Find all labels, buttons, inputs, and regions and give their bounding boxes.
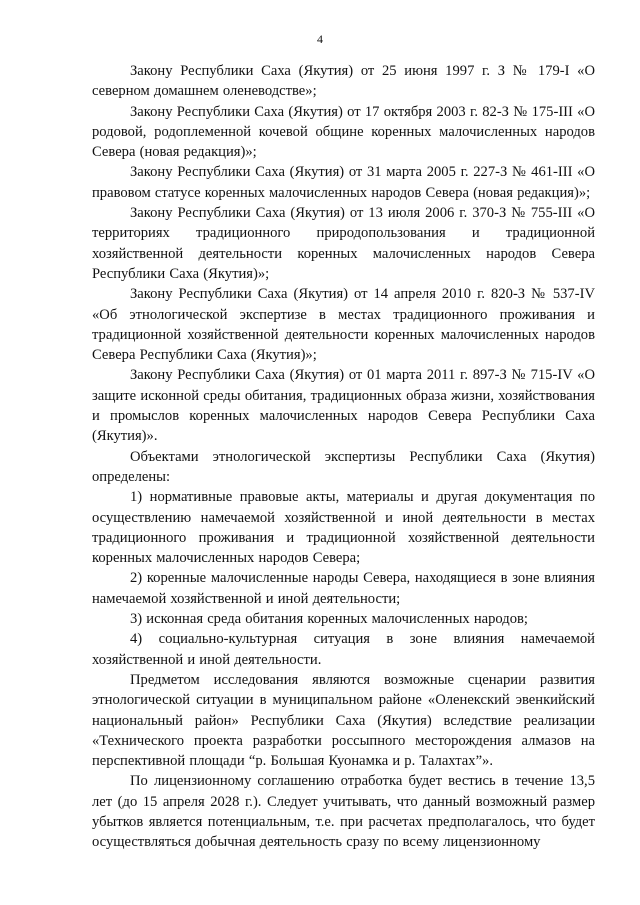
paragraph-law-1997: Закону Республики Саха (Якутия) от 25 июня 1997 г. З № 179-I «О северном домашнем оленеводстве»; xyxy=(92,63,595,100)
paragraph-research-subject: Предметом исследования являются возможные сценарии развития этнологической ситуации в муниципальном районе «Оленекский эвенкийский национальный район» Республики Саха (Якутия) вследствие реализации «Технического проекта разработки россыпного месторождения алмазов на перспективной площади “р. Большая Куонамка и р. Талахтах”». xyxy=(92,671,595,770)
list-item-1: 1) нормативные правовые акты, материалы и другая документация по осуществлению намечаемой хозяйственной и иной деятельности в местах традиционного проживания и традиционной хозяйственной деятельности коренных малочисленных народов Севера; xyxy=(92,489,595,567)
paragraph-law-2010: Закону Республики Саха (Якутия) от 14 апреля 2010 г. 820-З № 537-IV «Об этнологической экспертизе в местах традиционного проживания и традиционной хозяйственной деятельности коренных малочисленных народов Севера Республики Саха (Якутия)»; xyxy=(92,286,595,364)
list-item-2: 2) коренные малочисленные народы Севера, находящиеся в зоне влияния намечаемой хозяйственной и иной деятельности; xyxy=(92,570,595,607)
paragraph-law-2006: Закону Республики Саха (Якутия) от 13 июля 2006 г. 370-З № 755-III «О территориях традиционного природопользования и традиционной хозяйственной деятельности коренных малочисленных народов Севера Республики Саха (Якутия)»; xyxy=(92,205,595,282)
paragraph-law-2003: Закону Республики Саха (Якутия) от 17 октября 2003 г. 82-З № 175-III «О родовой, родоплеменной кочевой общине коренных малочисленных народов Севера (новая редакция)»; xyxy=(92,103,595,161)
paragraph-law-2005: Закону Республики Саха (Якутия) от 31 марта 2005 г. 227-З № 461-III «О правовом статусе коренных малочисленных народов Севера (новая редакция)»; xyxy=(92,164,595,201)
paragraph-expertise-objects: Объектами этнологической экспертизы Республики Саха (Якутия) определены: xyxy=(92,448,595,485)
document-body xyxy=(92,61,595,853)
paragraph-license-agreement: По лицензионному соглашению отработка будет вестись в течение 13,5 лет (до 15 апреля 2028 г.). Следует учитывать, что данный возможный размер убытков является потенциальным, т.е. при расчетах предполагалось, что будет осуществляться добычная деятельность сразу по всему лицензионному xyxy=(92,773,595,851)
list-item-4: 4) социально-культурная ситуация в зоне влияния намечаемой хозяйственной и иной деятельности. xyxy=(92,631,595,668)
page-number: 4 xyxy=(317,32,323,46)
list-item-3: 3) исконная среда обитания коренных малочисленных народов; xyxy=(130,611,528,628)
paragraph-law-2011: Закону Республики Саха (Якутия) от 01 марта 2011 г. 897-З № 715-IV «О защите исконной среды обитания, традиционных образа жизни, хозяйствования и промыслов коренных малочисленных народов Севера Республики Саха (Якутия)». xyxy=(92,367,595,445)
